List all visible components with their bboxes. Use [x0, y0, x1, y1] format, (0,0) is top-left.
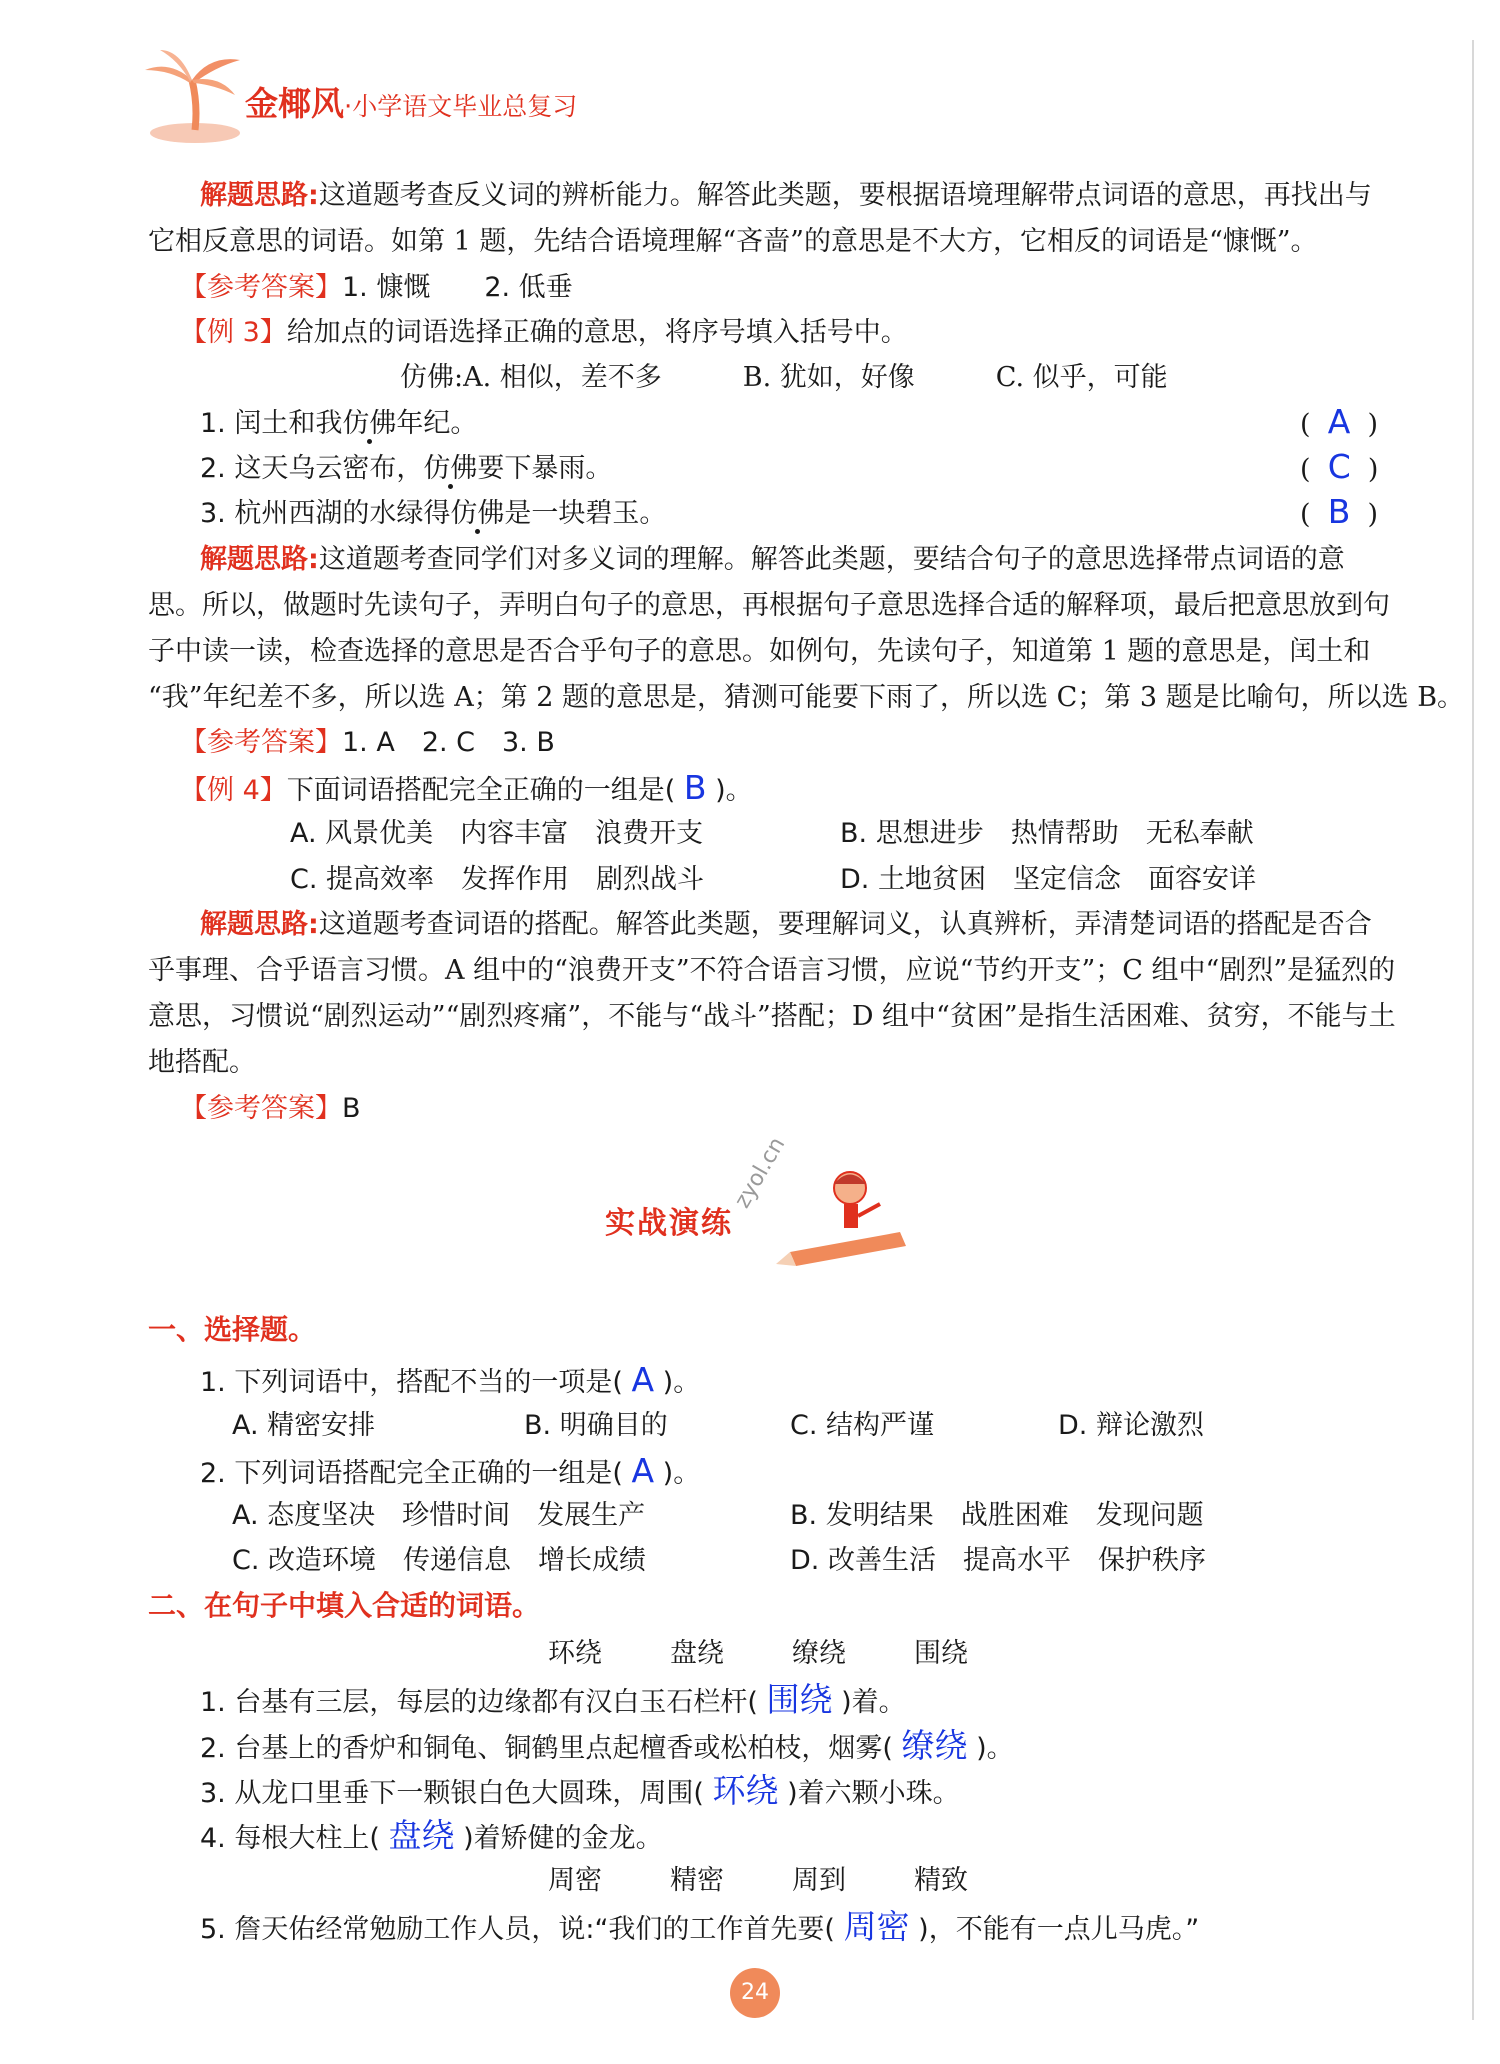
- ex4-optC: [290, 860, 704, 900]
- header-subtitle: 小学语文毕业总复习: [352, 92, 578, 121]
- answer-fill: A: [631, 1451, 655, 1490]
- answer-fill: 周密: [843, 1907, 910, 1946]
- ex3-q3: [200, 494, 666, 534]
- sentence-text: 2. 台基上的香炉和铜龟、铜鹤里点起檀香或松柏枝，烟雾(: [200, 1733, 893, 1764]
- ex2-jieti-line2: [148, 222, 1318, 262]
- ex3-jieti-line2: [148, 586, 1390, 626]
- jieti-label: 解题思路:: [200, 180, 319, 211]
- answer-fill: 盘绕: [388, 1816, 455, 1855]
- jieti-text: 它相反意思的词语。如第 1 题，先结合语境理解“吝啬”的意思是不大方，它相反的词语是“慷慨”。: [148, 226, 1318, 257]
- answer-label: 【参考答案】: [180, 272, 342, 303]
- sec2-words1: [548, 1634, 968, 1674]
- sec2-s4: [200, 1816, 663, 1859]
- word-option: 盘绕: [670, 1638, 724, 1669]
- practice-title: 实战演练: [605, 1206, 733, 1241]
- sec1-q1-optB: [524, 1406, 668, 1446]
- word-option: 环绕: [548, 1638, 602, 1669]
- option-text: C. 结构严谨: [790, 1410, 935, 1441]
- ex2-jieti-line1: [200, 176, 1372, 216]
- ex3-answer: [180, 723, 555, 763]
- page-number: [730, 1968, 780, 2018]
- example-label: 【例 3】: [180, 317, 287, 348]
- question-text: )。: [662, 1367, 701, 1398]
- answer-fill: A: [1327, 402, 1351, 441]
- sentence-text: )着矫健的金龙。: [463, 1823, 663, 1854]
- sec2-s2: [200, 1726, 1014, 1769]
- question-text: 1. 下列词语中，搭配不当的一项是(: [200, 1367, 623, 1398]
- option-text: B. 思想进步 热情帮助 无私奉献: [840, 818, 1254, 849]
- sec2-words2: [548, 1861, 968, 1901]
- answer-fill: C: [1327, 447, 1351, 486]
- ex4-jieti-line1: [200, 905, 1372, 945]
- ex3-q1: [200, 404, 477, 444]
- ex4-jieti-line3: [148, 997, 1396, 1037]
- ex4-jieti-line4: [148, 1043, 256, 1083]
- dotted-word: 仿佛: [342, 408, 397, 439]
- answer-label: 【参考答案】: [180, 1093, 342, 1124]
- answer-text: 1. 慷慨 2. 低垂: [342, 272, 573, 303]
- answer-text: B: [342, 1093, 361, 1124]
- answer-fill: 环绕: [712, 1771, 779, 1810]
- sentence-text: )着六颗小珠。: [787, 1778, 960, 1809]
- dotted-word: 仿佛: [423, 453, 478, 484]
- page-number-text: 24: [741, 1980, 769, 2005]
- section2-title: 二、在句子中填入合适的词语。: [148, 1589, 541, 1622]
- option-text: B. 明确目的: [524, 1410, 668, 1441]
- question-text: 1. 闰土和我: [200, 408, 343, 439]
- jieti-text: 乎事理、合乎语言习惯。A 组中的“浪费开支”不符合语言习惯，应说“节约开支”；C 组中“剧烈”是猛烈的: [148, 955, 1396, 986]
- question-text: )。: [662, 1458, 701, 1489]
- ex3-jieti-line3: [148, 632, 1370, 672]
- option-text: B. 发明结果 战胜困难 发现问题: [790, 1500, 1204, 1531]
- header-title: 金椰风·小学语文毕业总复习: [245, 84, 578, 123]
- sentence-text: )。: [976, 1733, 1014, 1764]
- example-prompt: 给加点的词语选择正确的意思，将序号填入括号中。: [286, 317, 908, 348]
- sec1-q1-optD: [1058, 1406, 1204, 1446]
- ex3-jieti-line4: [148, 678, 1464, 718]
- question-text: 是一块碧玉。: [504, 498, 667, 529]
- sec2-s5: [200, 1907, 1199, 1950]
- palm-tree-icon: [140, 45, 260, 145]
- ex3-definition: [400, 358, 1168, 398]
- sec2-s3: [200, 1771, 960, 1814]
- sentence-text: 3. 从龙口里垂下一颗银白色大圆珠，周围(: [200, 1778, 704, 1809]
- option-text: D. 辩论激烈: [1058, 1410, 1204, 1441]
- sentence-text: )着。: [841, 1687, 906, 1718]
- example-label: 【例 4】: [180, 775, 287, 806]
- word-option: 精致: [914, 1865, 968, 1896]
- answer-label: 【参考答案】: [180, 727, 342, 758]
- jieti-label: 解题思路:: [200, 544, 319, 575]
- jieti-text: 子中读一读，检查选择的意思是否合乎句子的意思。如例句，先读句子，知道第 1 题的意思是，闰土和: [148, 636, 1371, 667]
- sentence-text: 1. 台基有三层，每层的边缘都有汉白玉石栏杆(: [200, 1687, 758, 1718]
- option-text: C. 提高效率 发挥作用 剧烈战斗: [290, 864, 705, 895]
- ex4-optD: [840, 860, 1256, 900]
- ex3-q1-answer: ( A ): [1300, 402, 1378, 441]
- jieti-label: 解题思路:: [200, 909, 319, 940]
- example-prompt: 下面词语搭配完全正确的一组是(: [286, 775, 676, 806]
- sec1-q2-optC: [232, 1541, 646, 1581]
- jieti-text: 这道题考查词语的搭配。解答此类题，要理解词义，认真辨析，弄清楚词语的搭配是否合: [318, 909, 1372, 940]
- jieti-text: 这道题考查反义词的辨析能力。解答此类题，要根据语境理解带点词语的意思，再找出与: [318, 180, 1372, 211]
- right-edge-line: [1472, 40, 1474, 2020]
- jieti-text: 这道题考查同学们对多义词的理解。解答此类题，要结合句子的意思选择带点词语的意: [318, 544, 1345, 575]
- ex3-q2: [200, 449, 612, 489]
- definition-text: 仿佛:A. 相似，差不多 B. 犹如，好像 C. 似乎，可能: [400, 362, 1168, 393]
- pencil-kid-icon: [770, 1160, 920, 1280]
- ex4-prompt: [180, 768, 753, 811]
- ex4-optB: [840, 814, 1254, 854]
- jieti-text: “我”年纪差不多，所以选 A；第 2 题的意思是，猜测可能要下雨了，所以选 C；第 3 题是比喻句，所以选 B。: [148, 682, 1465, 713]
- sec1-q2-optA: [232, 1496, 645, 1536]
- word-option: 精密: [670, 1865, 724, 1896]
- ex4-optA: [290, 814, 703, 854]
- answer-fill: 围绕: [766, 1680, 833, 1719]
- header-brand: 金椰风: [245, 84, 344, 123]
- example-prompt-end: )。: [715, 775, 753, 806]
- question-text: 3. 杭州西湖的水绿得: [200, 498, 451, 529]
- jieti-text: 意思，习惯说“剧烈运动”“剧烈疼痛”，不能与“战斗”搭配；D 组中“贫困”是指生活困难、贫穷，不能与土: [148, 1001, 1396, 1032]
- option-text: A. 精密安排: [232, 1410, 376, 1441]
- dotted-word: 仿佛: [450, 498, 505, 529]
- answer-text: 1. A 2. C 3. B: [342, 727, 555, 758]
- ex3-q3-answer: ( B ): [1300, 492, 1379, 531]
- ex3-q2-answer: ( C ): [1300, 447, 1379, 486]
- answer-fill: B: [1327, 492, 1351, 531]
- ex4-jieti-line2: [148, 951, 1395, 991]
- question-text: 要下暴雨。: [477, 453, 613, 484]
- option-text: D. 改善生活 提高水平 保护秩序: [790, 1545, 1206, 1576]
- word-option: 周到: [792, 1865, 846, 1896]
- sec1-q2-optD: [790, 1541, 1206, 1581]
- ex2-answer: [180, 268, 573, 308]
- ex4-answer: [180, 1089, 361, 1129]
- word-option: 缭绕: [792, 1638, 846, 1669]
- jieti-text: 思。所以，做题时先读句子，弄明白句子的意思，再根据句子意思选择合适的解释项，最后把意思放到句: [148, 590, 1390, 621]
- option-text: C. 改造环境 传递信息 增长成绩: [232, 1545, 647, 1576]
- question-text: 2. 这天乌云密布，: [200, 453, 424, 484]
- section1-title: 一、选择题。: [148, 1313, 317, 1346]
- sec1-q2-optB: [790, 1496, 1204, 1536]
- word-option: 围绕: [914, 1638, 968, 1669]
- answer-fill: B: [683, 768, 707, 807]
- question-text: 年纪。: [396, 408, 478, 439]
- sec1-q1-optC: [790, 1406, 934, 1446]
- question-text: 2. 下列词语搭配完全正确的一组是(: [200, 1458, 623, 1489]
- option-text: A. 态度坚决 珍惜时间 发展生产: [232, 1500, 646, 1531]
- palm-tree-logo: [140, 45, 260, 145]
- watermark: zyol.cn: [730, 1133, 791, 1213]
- sentence-text: 4. 每根大柱上(: [200, 1823, 380, 1854]
- option-text: A. 风景优美 内容丰富 浪费开支: [290, 818, 704, 849]
- sentence-text: 5. 詹天佑经常勉励工作人员，说:“我们的工作首先要(: [200, 1914, 835, 1945]
- option-text: D. 土地贫困 坚定信念 面容安详: [840, 864, 1256, 895]
- sec1-q1-optA: [232, 1406, 375, 1446]
- sentence-text: )，不能有一点儿马虎。”: [918, 1914, 1200, 1945]
- answer-fill: 缭绕: [901, 1726, 968, 1765]
- word-option: 周密: [548, 1865, 602, 1896]
- answer-fill: A: [631, 1360, 655, 1399]
- practice-banner: [600, 1133, 930, 1280]
- ex3-prompt: [180, 313, 908, 353]
- ex3-jieti-line1: [200, 540, 1345, 580]
- sec1-q2: [200, 1451, 700, 1494]
- sec1-q1: [200, 1360, 700, 1403]
- sec2-s1: [200, 1680, 906, 1723]
- jieti-text: 地搭配。: [148, 1047, 256, 1078]
